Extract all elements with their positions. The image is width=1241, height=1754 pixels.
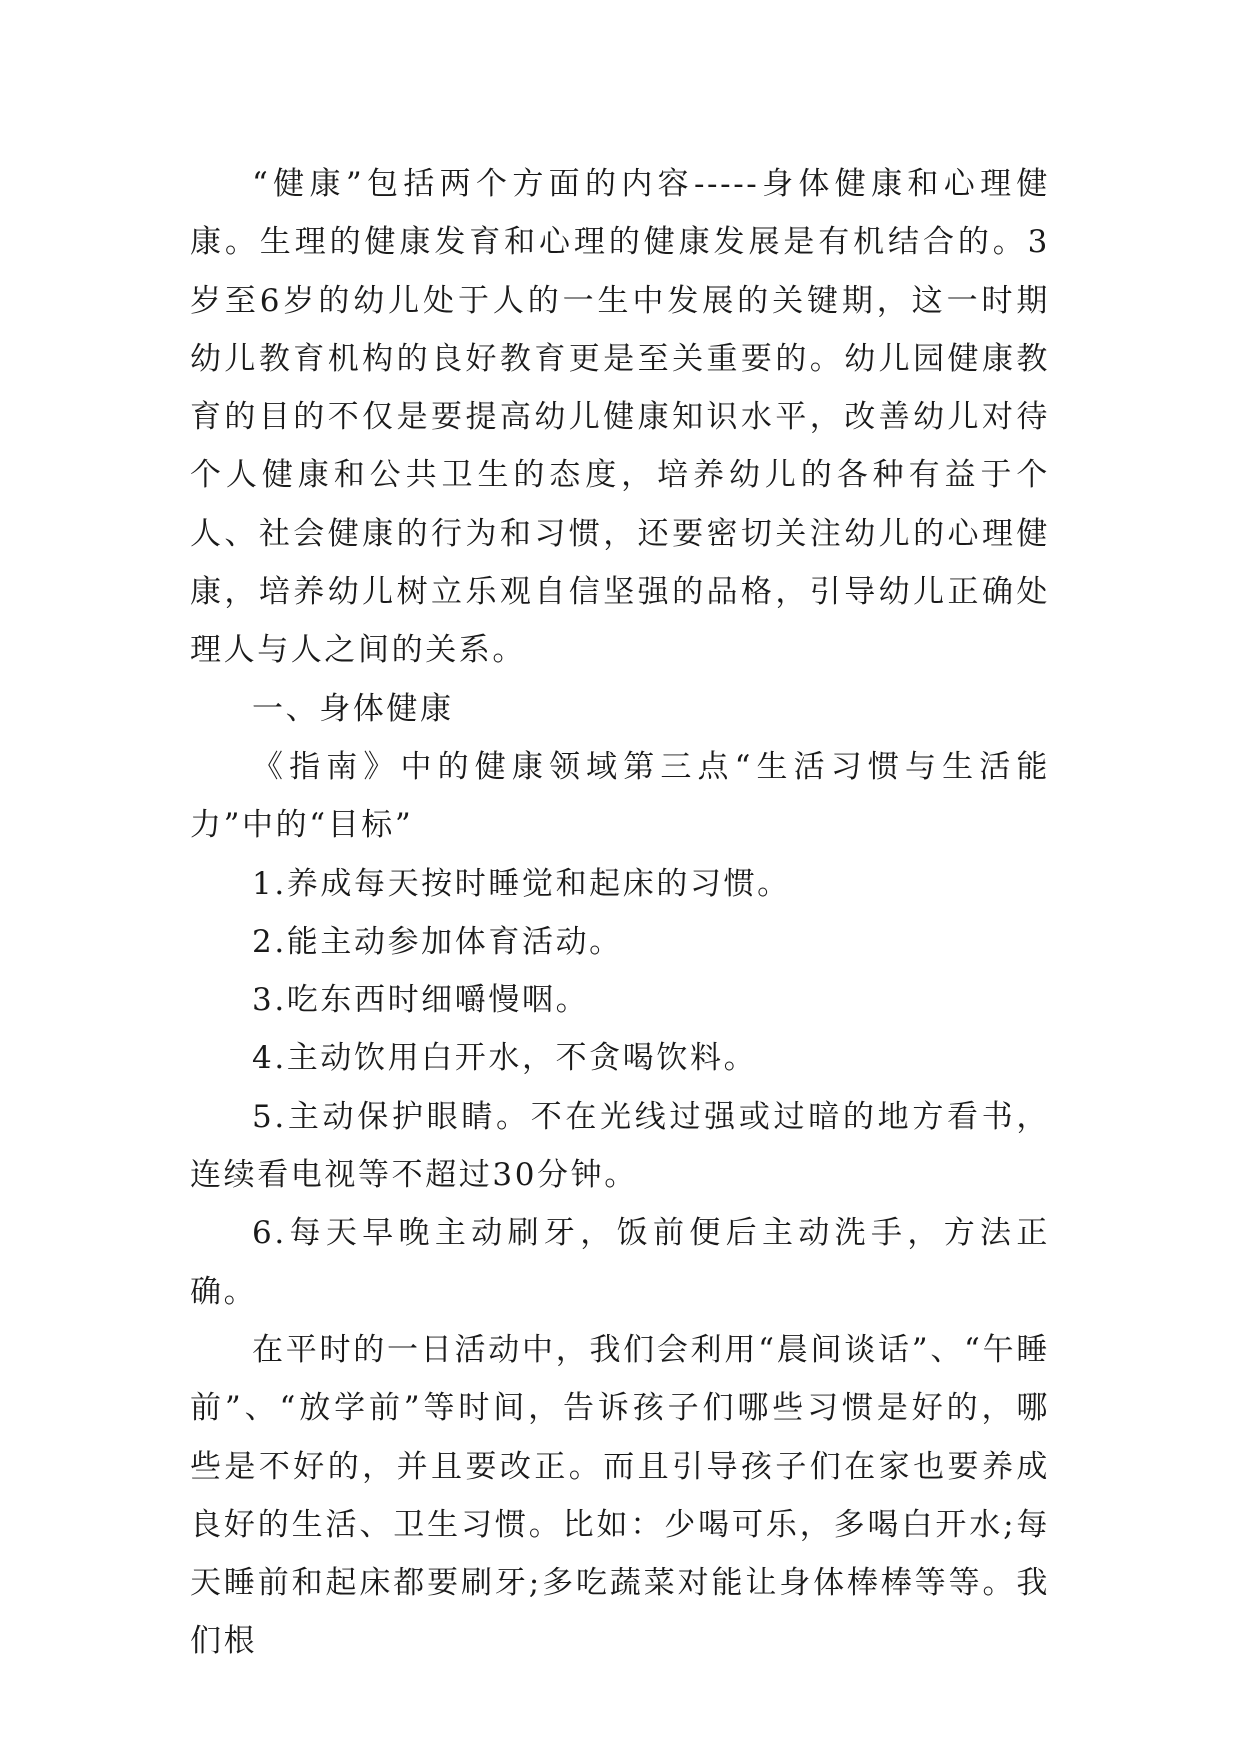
goal-item-1: 1.养成每天按时睡觉和起床的习惯。 xyxy=(252,865,791,902)
intro-paragraph: “健康”包括两个方面的内容-----身体健康和心理健康。生理的健康发育和心理的健康发展是有机结合的。3岁至6岁的幼儿处于人的一生中发展的关键期，这一时期幼儿教育机构的良好教育更是至关重要的。幼儿园健康教育的目的不仅是要提高幼儿健康知识水平，改善幼儿对待个人健康和公共卫生的态度，培养幼儿的各种有益于个人、社会健康的行为和习惯，还要密切关注幼儿的心理健康，培养幼儿树立乐观自信坚强的品格，引导幼儿正确处理人与人之间的关系。 xyxy=(190,166,1050,669)
goal-item-3: 3.吃东西时细嚼慢咽。 xyxy=(252,982,590,1019)
goal-item-2: 2.能主动参加体育活动。 xyxy=(252,923,623,960)
goal-item-6: 6.每天早晚主动刷牙，饭前便后主动洗手，方法正确。 xyxy=(190,1215,1050,1310)
document-body xyxy=(190,155,1050,1671)
guide-reference-paragraph: 《指南》中的健康领域第三点“生活习惯与生活能力”中的“目标” xyxy=(190,748,1050,844)
daily-activity-paragraph: 在平时的一日活动中，我们会利用“晨间谈话”、“午睡前”、“放学前”等时间，告诉孩子们哪些习惯是好的，哪些是不好的，并且要改正。而且引导孩子们在家也要养成良好的生活、卫生习惯。比如：少喝可乐，多喝白开水;每天睡前和起床都要刷牙;多吃蔬菜对能让身体棒棒等等。我们根 xyxy=(190,1331,1050,1660)
goal-item-4: 4.主动饮用白开水，不贪喝饮料。 xyxy=(252,1040,758,1077)
section-heading-physical-health: 一、身体健康 xyxy=(252,690,454,727)
goal-item-5: 5.主动保护眼睛。不在光线过强或过暗的地方看书，连续看电视等不超过30分钟。 xyxy=(190,1098,1050,1194)
